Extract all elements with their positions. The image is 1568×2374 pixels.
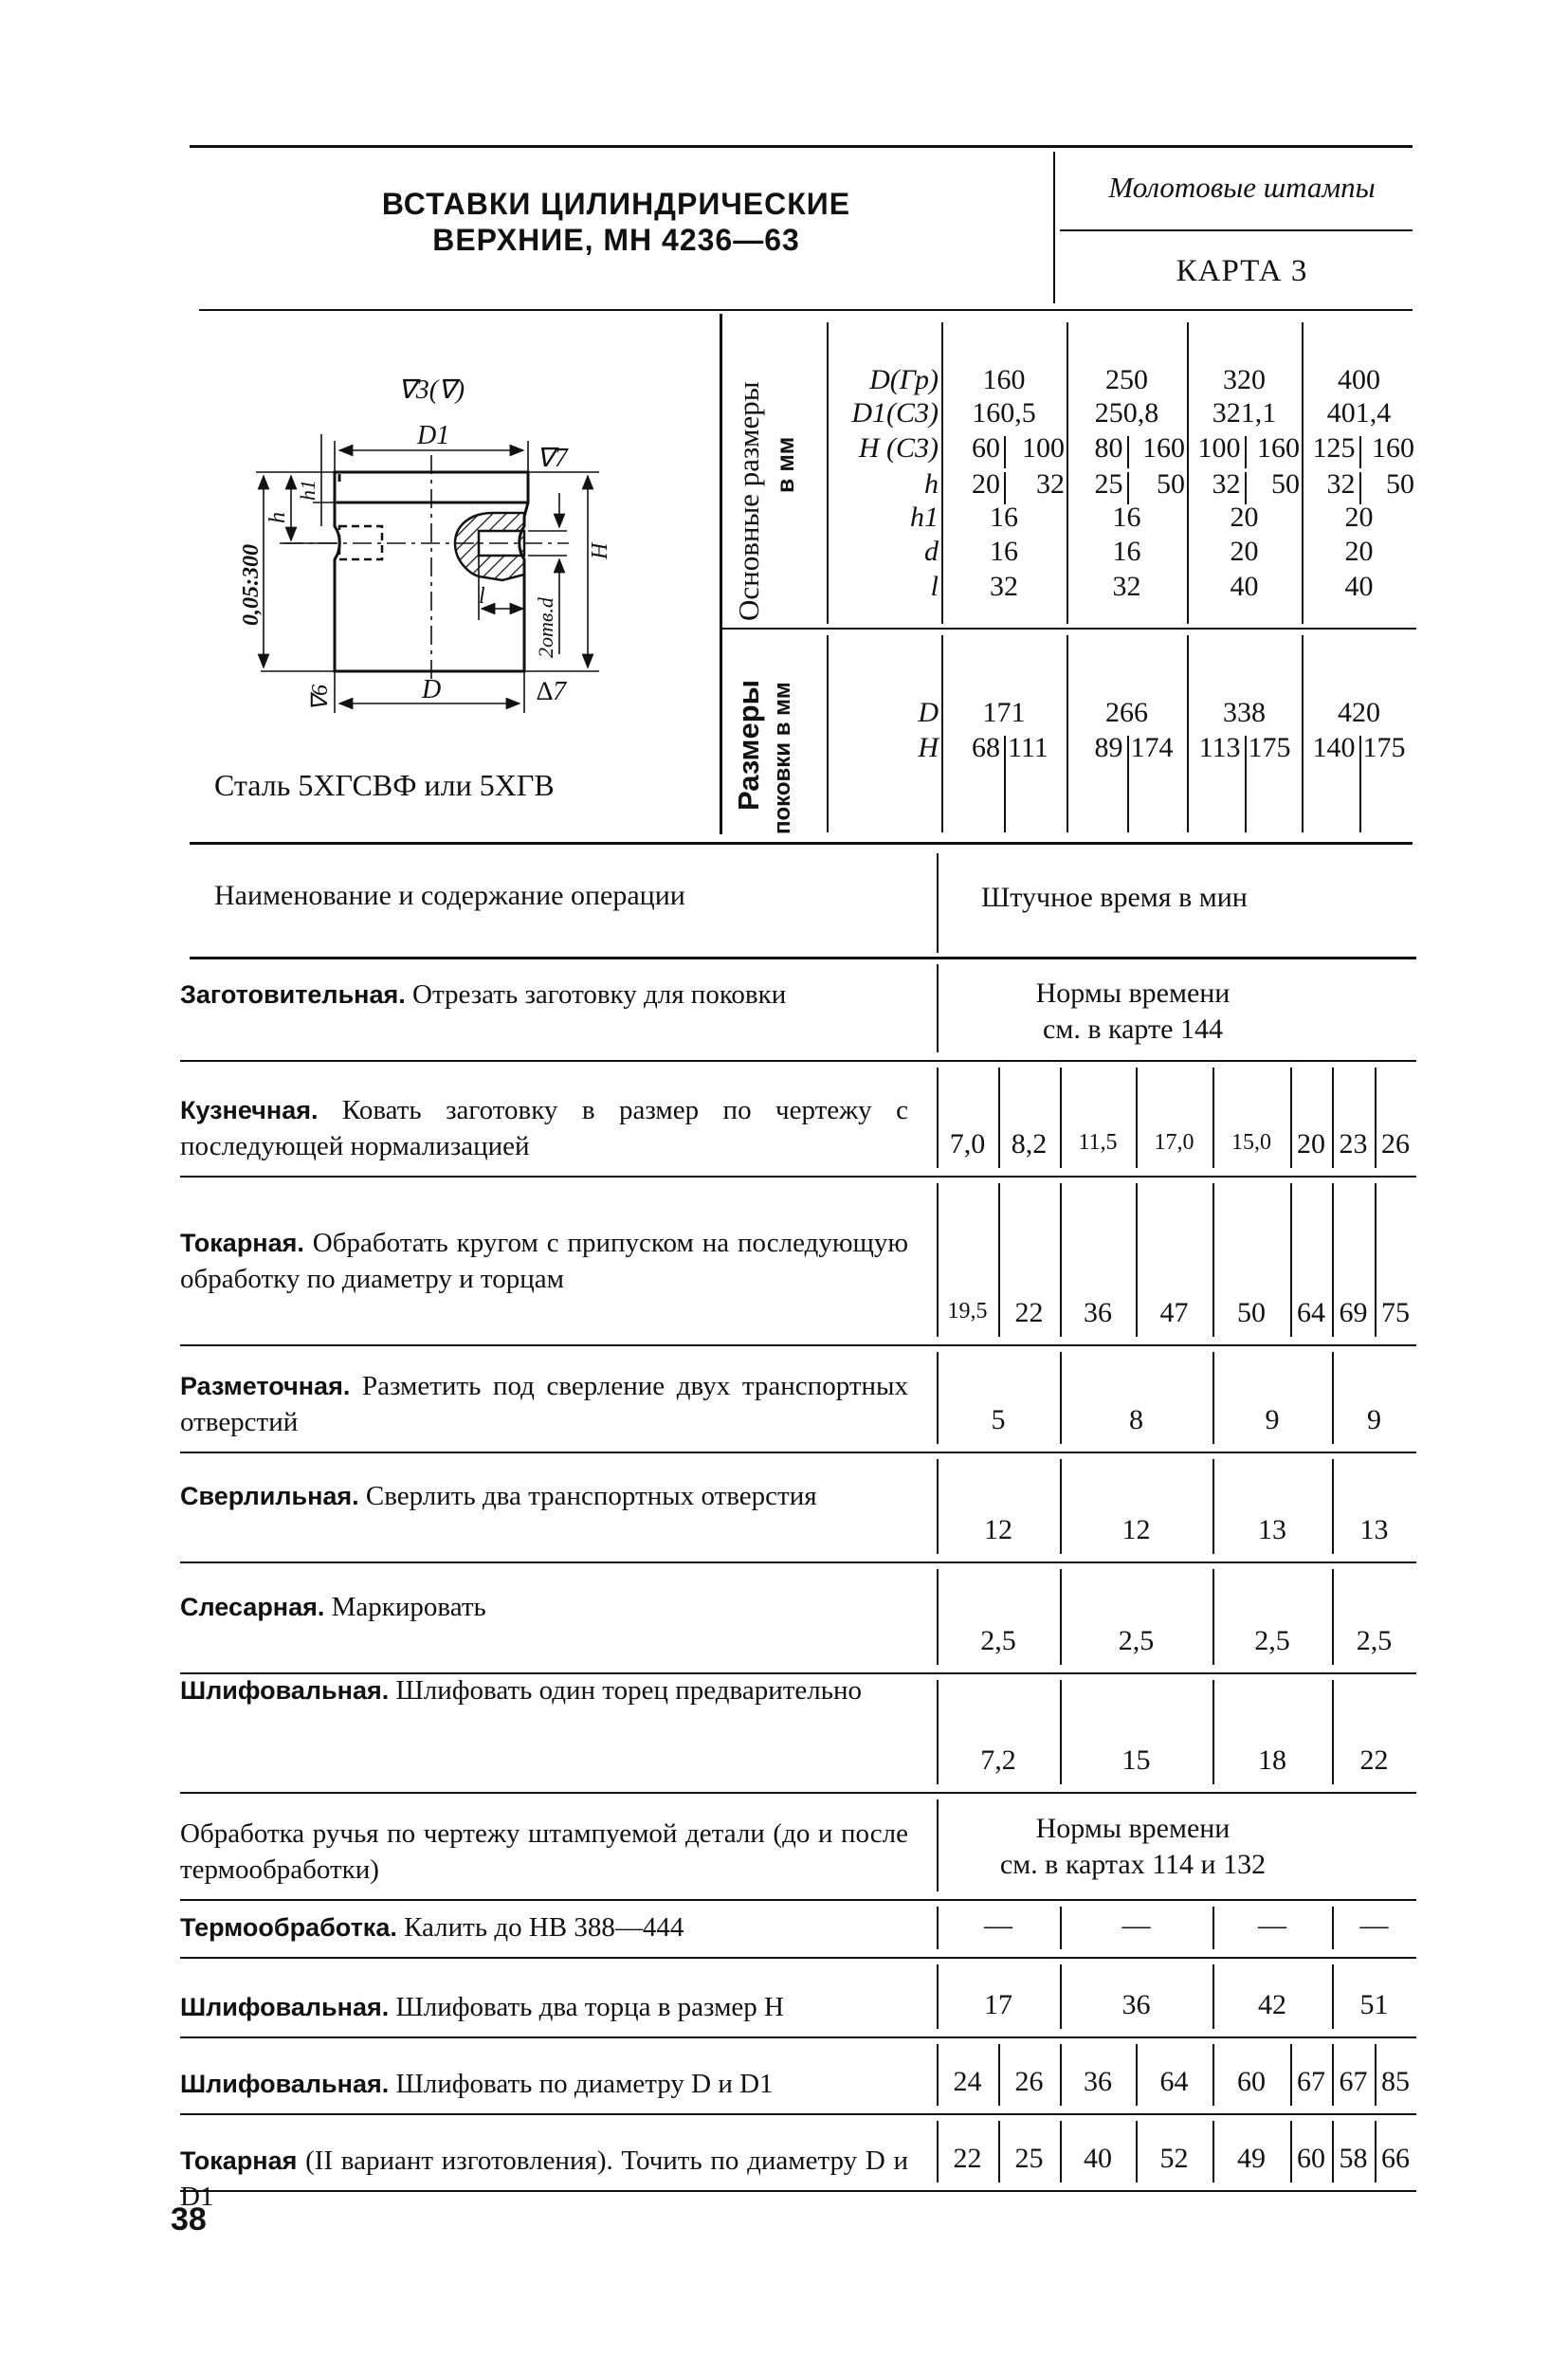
time-value: 67 [1339, 2066, 1368, 2097]
dim-value: 160 [1257, 432, 1300, 464]
forging-dims-label: Размеры [732, 679, 765, 811]
time-value: 52 [1159, 2143, 1189, 2174]
operation-name: Токарная [180, 2146, 298, 2175]
row-rule [180, 2036, 1416, 2038]
dim-value: 50 [1386, 468, 1414, 500]
row-rule [180, 1344, 1416, 1346]
dim-value: 20 [1230, 502, 1259, 533]
time-value: 15,0 [1231, 1130, 1271, 1155]
dim-value: 40 [1230, 571, 1259, 602]
operation-description: Шлифовать один торец предварительно [389, 1675, 862, 1706]
operation-text [180, 1092, 908, 1164]
dim-value: 20 [1344, 536, 1374, 567]
operation-description: Маркировать [324, 1592, 486, 1622]
operation-text [180, 1816, 908, 1888]
operation-text [180, 1478, 908, 1514]
main-dims-unit: в мм [773, 436, 799, 493]
forging-value: 113 [1198, 732, 1241, 763]
dim-table-split [720, 628, 1416, 630]
time-value: 5 [991, 1404, 1006, 1435]
time-value: 9 [1265, 1404, 1280, 1435]
operation-description: Обработка ручья по чертежу штампуемой детали (до и после термообработки) [180, 1818, 908, 1885]
time-value: 13 [1258, 1514, 1286, 1545]
forging-value: 420 [1338, 697, 1380, 728]
time-value: 64 [1159, 2066, 1189, 2097]
dim-value: 320 [1223, 364, 1266, 395]
finish-bottom: ∆7 [537, 677, 567, 706]
operation-name: Токарная. [180, 1229, 304, 1257]
finish-left: ∇6 [308, 684, 333, 711]
operation-text [180, 1909, 908, 1945]
dim-label-l: l [479, 584, 485, 609]
time-value: 12 [1121, 1514, 1151, 1545]
forging-row-label: H [918, 732, 939, 763]
time-value: 7,2 [980, 1744, 1016, 1776]
time-value: 22 [953, 2143, 982, 2174]
row-rule [180, 1899, 1416, 1901]
title-line-1: ВСТАВКИ ЦИЛИНДРИЧЕСКИЕ [381, 187, 851, 221]
dim-value: 16 [1112, 536, 1141, 567]
dim-label-H: H [588, 542, 612, 559]
dim-label-d: D [422, 675, 442, 704]
row-rule [180, 1792, 1416, 1794]
col-header-time: Штучное время в мин [981, 882, 1248, 913]
time-value: 15 [1121, 1744, 1151, 1776]
section-hatch [455, 513, 524, 580]
dim-value: 160,5 [972, 397, 1036, 429]
dim-value: 25 [1094, 468, 1123, 500]
operation-description: Разметить под сверление двух транспортных отверстий [180, 1371, 908, 1437]
forging-value: 171 [982, 697, 1026, 728]
time-value: 19,5 [947, 1299, 988, 1324]
time-value: 49 [1237, 2143, 1266, 2174]
time-norm-note [943, 976, 1322, 1048]
time-value: 85 [1381, 2066, 1410, 2097]
header-rule [1060, 229, 1413, 231]
row-rule [180, 1957, 1416, 1959]
dim-value: 20 [1230, 536, 1259, 567]
dim-row-label: l [930, 571, 939, 602]
dim-value: 20 [972, 468, 1000, 500]
row-rule [180, 1060, 1416, 1062]
dim-value: 250,8 [1094, 397, 1159, 429]
time-value: 51 [1359, 1989, 1389, 2020]
operation-name: Слесарная. [180, 1593, 325, 1621]
forging-value: 89 [1094, 732, 1123, 763]
operation-description: Ковать заготовку в размер по чертежу с последующей нормализацией [180, 1095, 908, 1161]
time-value: 69 [1339, 1297, 1368, 1328]
time-value: 58 [1339, 2143, 1368, 2174]
time-value: 7,0 [949, 1128, 986, 1160]
header-divider [1053, 152, 1055, 303]
dim-split-line [1127, 436, 1129, 468]
time-value: 26 [1381, 1128, 1410, 1160]
taper-label: 0,05:300 [239, 544, 264, 626]
forging-row-label: D [918, 697, 939, 728]
dim-value: 160 [1372, 432, 1414, 464]
time-col-line [937, 964, 939, 1052]
operation-name: Термообработка. [180, 1913, 397, 1942]
time-value: 64 [1297, 1297, 1325, 1328]
dim-value: 160 [1142, 432, 1185, 464]
time-value: 8 [1129, 1404, 1143, 1435]
dim-split-line [1359, 436, 1361, 468]
dim-split-line [1245, 436, 1247, 468]
forging-value: 175 [1362, 732, 1406, 763]
operation-name: Шлифовальная. [180, 1993, 390, 2021]
dim-row-label: d [924, 536, 939, 567]
time-value: 11,5 [1078, 1130, 1118, 1155]
time-value: 60 [1237, 2066, 1266, 2097]
time-value: 36 [1084, 1297, 1112, 1328]
time-value: 60 [1297, 2143, 1325, 2174]
dim-table-left-border [720, 314, 722, 834]
dim-value: 32 [990, 571, 1018, 602]
dim-label-h1: h1 [296, 480, 319, 501]
note-line: см. в карте 144 [1043, 1014, 1223, 1045]
time-value: 67 [1297, 2066, 1325, 2097]
time-value: — [984, 1909, 1012, 1941]
time-value: 25 [1014, 2143, 1044, 2174]
technical-drawing [0, 0, 720, 853]
operation-description: Сверлить два транспортных отверстия [358, 1481, 817, 1511]
time-value: 17,0 [1154, 1130, 1194, 1155]
time-value: 18 [1258, 1744, 1286, 1776]
dim-split-line [1359, 472, 1361, 504]
dim-value: 100 [1197, 432, 1241, 464]
operation-description: Шлифовать по диаметру D и D1 [389, 2069, 774, 2099]
time-value: 50 [1237, 1297, 1266, 1328]
operation-name: Разметочная. [180, 1372, 351, 1400]
time-value: 12 [984, 1514, 1012, 1545]
operation-text [180, 1989, 908, 2025]
dim-value: 32 [1112, 571, 1141, 602]
time-value: 23 [1339, 1128, 1368, 1160]
main-dims-label: Основные размеры [732, 381, 765, 621]
dim-value: 160 [982, 364, 1026, 395]
dim-value: 16 [990, 502, 1018, 533]
dim-value: 20 [1344, 502, 1374, 533]
row-rule [180, 1176, 1416, 1178]
forging-value: 111 [1008, 732, 1048, 763]
operation-description: Шлифовать два торца в размер H [389, 1992, 784, 2022]
dim-split-line [1127, 472, 1129, 504]
dim-value: 321,1 [1212, 397, 1277, 429]
dim-split-line [1245, 472, 1247, 504]
time-value: 42 [1258, 1989, 1286, 2020]
card-number: КАРТА 3 [1176, 254, 1308, 288]
forging-split-line [1004, 736, 1006, 832]
row-rule [180, 2190, 1416, 2192]
dim-value: 100 [1022, 432, 1065, 464]
operation-text [180, 1589, 908, 1625]
title-line-2: ВЕРХНИЕ, МН 4236—63 [432, 223, 800, 257]
operation-name: Кузнечная. [180, 1096, 319, 1124]
dim-value: 16 [1112, 502, 1141, 533]
operation-text [180, 1672, 908, 1708]
time-value: 13 [1359, 1514, 1389, 1545]
dim-value: 50 [1157, 468, 1185, 500]
time-value: 9 [1367, 1404, 1381, 1435]
time-value: 36 [1121, 1989, 1151, 2020]
dim-value: 400 [1338, 364, 1380, 395]
time-value: 22 [1014, 1297, 1044, 1328]
note-line: Нормы времени [1035, 977, 1231, 1009]
forging-value: 266 [1105, 697, 1148, 728]
dim-value: 60 [972, 432, 1000, 464]
time-value: 20 [1297, 1128, 1325, 1160]
dim-row-label: h1 [910, 502, 939, 533]
dim-value: 50 [1271, 468, 1300, 500]
time-value: 26 [1014, 2066, 1044, 2097]
finish-top: ∇7 [537, 444, 568, 473]
time-value: — [1359, 1909, 1389, 1941]
row-rule [180, 1561, 1416, 1563]
time-value: 36 [1084, 2066, 1112, 2097]
row-rule [180, 2113, 1416, 2115]
time-value: 2,5 [1356, 1625, 1393, 1656]
dim-value: 401,4 [1326, 397, 1392, 429]
forging-dims-unit: поковки в мм [770, 682, 795, 834]
operation-description: Обработать кругом с припуском на последующую обработку по диаметру и торцам [180, 1228, 908, 1294]
holes-label: 2отв.d [534, 597, 557, 658]
dim-table-bottom [190, 842, 1413, 845]
time-norm-note [943, 1811, 1322, 1883]
forging-value: 175 [1248, 732, 1291, 763]
dim-label-d1: D1 [417, 421, 450, 450]
note-line: Нормы времени [1035, 1813, 1231, 1844]
dim-value: 32 [1036, 468, 1065, 500]
dim-row-label: H (C3) [858, 432, 939, 464]
time-value: — [1121, 1909, 1151, 1941]
forging-split-line [1245, 736, 1247, 832]
forging-split-line [1359, 736, 1361, 832]
header-bottom-rule [190, 957, 1416, 959]
dim-value: 80 [1094, 432, 1123, 464]
dim-row-label: D1(C3) [851, 397, 939, 429]
time-value: 40 [1084, 2143, 1112, 2174]
time-value: 66 [1381, 2143, 1410, 2174]
time-value: 47 [1159, 1297, 1189, 1328]
operation-text [180, 977, 908, 1013]
operation-description: (II вариант изготовления). Точить по диаметру D и D1 [180, 2146, 908, 2212]
dim-label-h: h [265, 512, 290, 523]
operation-text [180, 2143, 908, 2215]
operation-name: Шлифовальная. [180, 1676, 390, 1705]
forging-split-line [1127, 736, 1129, 832]
operation-description: Отрезать заготовку для поковки [405, 979, 787, 1010]
time-value: 8,2 [1011, 1128, 1048, 1160]
page-number: 38 [171, 2201, 207, 2237]
operation-text [180, 1368, 908, 1440]
operation-description: Калить до HB 388—444 [396, 1912, 684, 1943]
time-value: 17 [984, 1989, 1012, 2020]
dim-value: 32 [1326, 468, 1356, 500]
time-value: — [1258, 1909, 1286, 1941]
dim-value: 250 [1105, 364, 1148, 395]
header-col-divider [937, 853, 939, 953]
time-value: 2,5 [1254, 1625, 1290, 1656]
dim-row-label: h [924, 468, 939, 500]
time-col-line [937, 1799, 939, 1891]
dim-value: 125 [1312, 432, 1356, 464]
material-note: Сталь 5ХГСВФ или 5ХГВ [214, 768, 555, 802]
forging-value: 338 [1223, 697, 1266, 728]
operation-name: Сверлильная. [180, 1482, 359, 1510]
operation-name: Заготовительная. [180, 980, 406, 1009]
time-value: 22 [1359, 1744, 1389, 1776]
dim-value: 16 [990, 536, 1018, 567]
forging-value: 140 [1312, 732, 1356, 763]
dim-split-line [1004, 436, 1006, 468]
col-header-operation: Наименование и содержание операции [214, 880, 685, 911]
forging-value: 174 [1130, 732, 1174, 763]
dim-split-line [1004, 472, 1006, 504]
note-line: см. в картах 114 и 132 [999, 1849, 1267, 1880]
roughness-symbol: ∇3(∇) [398, 375, 465, 405]
dim-value: 40 [1344, 571, 1374, 602]
time-value: 2,5 [980, 1625, 1016, 1656]
row-rule [180, 1452, 1416, 1453]
time-value: 2,5 [1118, 1625, 1155, 1656]
operation-name: Шлифовальная. [180, 2070, 390, 2098]
time-value: 75 [1381, 1297, 1410, 1328]
forging-value: 68 [972, 732, 1000, 763]
dimension-lines [256, 434, 599, 713]
dim-value: 32 [1212, 468, 1241, 500]
operation-text [180, 1225, 908, 1297]
operation-text [180, 2066, 908, 2102]
series-label: Молотовые штампы [1108, 171, 1376, 204]
time-value: 24 [953, 2066, 982, 2097]
dim-row-label: D(Гр) [869, 364, 939, 395]
